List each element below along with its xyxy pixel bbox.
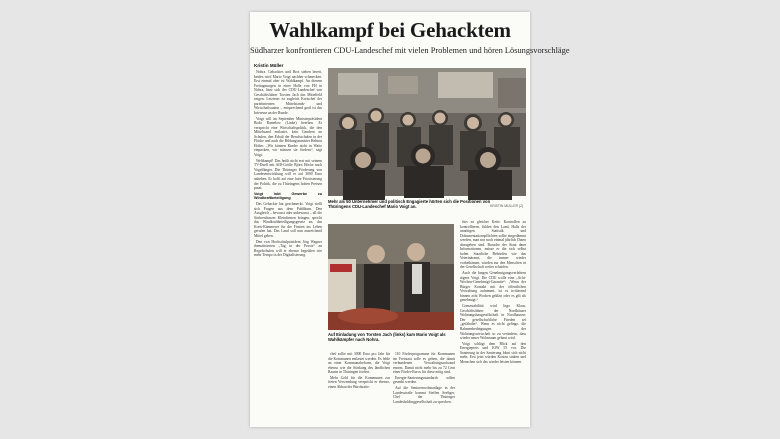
paragraph: Voigt schlägt dem Blick auf den Energiepreis und KfW 55 vor. Die Sanierung in der Sanierung lohnt sich nicht mehr. Erst jetzt würden Kosten sinken und Menschen sich das wieder leisten können. (460, 341, 526, 364)
photo-caption: Mehr als 50 Unternehmer und politisch Engagierte hörten sich die Positionen von Thüringens CDU-Landeschef Mario Voigt an. (328, 199, 491, 209)
paragraph: Weltkampf! Das heißt nicht erst mit seinem TV-Duell mit AfD-Größe Björn Höcke nach Vogelfänger. Die Thüringer Förderung von Landesentwicklung will er auf 3000 Euro anheben. Er hofft auf eine faire Priorisierung der Politik, die zu Thüringens hohen Preisen passt. (254, 158, 322, 191)
paragraph: Voigt will im September Ministerpräsident Bodo Ramelow (Linke) beerben. Er verspricht eine Wirtschaftspolitik, die den Mittelstand entlastet, kein Gendern an Schulen, den Erhalt der Berufsschulen in der Fläche und auch die Bildungsminister Helmut Holter. „Wir können Kinder nicht in Watte einpacken, wir müssen sie fördern“, sagt Voigt. (254, 116, 322, 158)
text-column-3 (393, 352, 455, 424)
text-column-1 (254, 70, 322, 424)
speaker-photo (328, 224, 454, 330)
paragraph: Auf die Seniorenwohnanlage in der Landesstraße kommt Steffen Seeliger, Chef der Thüringer Landesholdinggesellschaft zu sprechen. (393, 386, 455, 404)
article-author: Kristin Müller (254, 63, 284, 68)
newspaper-page (250, 12, 570, 427)
article-subheadline: Südharzer konfrontieren CDU-Landeschef mit vielen Problemen und hören Lösungsvorschläge (250, 46, 570, 55)
paragraph: 110 Förderprogramme für Kommunen im Freistaat solle es geben, die damit verbundenen Verwaltungsaufwand enorm. Damit nicht mehr bis zu 72 Cent einer Förder-Euros für diese nötig sind. (393, 352, 455, 375)
paragraph: Auch die langen Genehmigungsverfahren ärgern Voigt. Die CDU wolle eine „Acht-Wochen-Genehmigt-Garantie“: „Wenn der Bürger Kontakt mit der öffentlichen Verwaltung aufnimmt, ist es irritierend binnen acht Wochen geklärt oder es gilt als genehmigt.“ (460, 271, 526, 303)
paragraph: Energie-Sanierungsstandards sollen gesenkt werden. (393, 375, 455, 385)
paragraph: Das Gehackte hat geschmeckt. Voigt stellt sich Fragen aus dem Publikum. Den Ausgleich – bewusst oder unbewusst – all die Südwestharzer Kleinfirmen bringen, spricht das Windkraftbeteiligungsgesetz an, das Kreis-Kämmerer für die Firmen ins Leben gerufen hat. Das Land soll nun ausreichend Mittel geben. (254, 202, 322, 238)
paragraph: Nohra. Gehacktes und Brot stehen bereit, beides wird Mario Voigt nachher schmecken. Erst einmal aber ist Wahlkampf. An diesem Freitagmorgen in einer Halle von FH in Nohra, lässt sich der CDU-Landeschef von Geschäftsführer Torsten Jach das Mittelfeld zeigen. Letzterer ist zugleich Kreischef der parteiinternen Mittelstands- und Wirtschaftsunion – entsprechend groß ist das Interesse an der Runde. (254, 70, 322, 115)
photo-credit: KRISTIN MÜLLER (2) (490, 204, 524, 208)
paragraph: chef sollte mit 3000 Euro pro Jahr für die Kommunen entlastet werden. Es fehle an einer Kommunalreform, die Voigt ebenso wie die Stärkung des ländlichen Raums in Thüringen fordert. (328, 352, 390, 375)
paragraph: Mehr Geld für die Kommunen zur freien Verwendung verspricht er ebenso, einen Abbau der Bürokratie. (328, 375, 390, 390)
paragraph: fürs zu gleicher Kette. Kontrollen zu kontrollieren, fühlen den Land, Halls der unnötigen Statistik und Dokumentationspflichten sollte eingedämmt werden, man nur noch einmal jährlich Daten abzugeben sind. Brauche der Staat dann Informationen, müsse er die sich selbst holen. Staatliche Behörden wie das Veterinäramt, die immer wieder vorbeikämen, würden zur den Menschen in der Gesellschaft weiter schürfen. (460, 220, 526, 270)
audience-photo (328, 68, 526, 196)
section-subheading: Voigt lobt Gewerbe zu Windkraftbeteiligung (254, 191, 322, 201)
paragraph: Den von Hochschulpräsident Jörg Wagner thematisierten „Tag in der Praxis“ an Regelschulen will er ebenso begrüßen wie mehr Tempo in der Digitalisierung. (254, 239, 322, 258)
article-headline: Wahlkampf bei Gehacktem (269, 18, 511, 42)
photo-caption: Auf Einladung von Torsten Jach (links) kam Mario Voigt als Wahlkämpfer nach Nohra. (328, 332, 446, 342)
text-column-2 (328, 352, 390, 424)
text-column-4 (460, 220, 526, 424)
paragraph: Grenzstabilität wird Ingo Klaus, Geschäftsführer der Nordhäuser Wohnungsbaugesellschaft in Nordhausen: Der gesellschaftliche Frieden sei „gefährdet“. Wenn es nicht gelinge, die Rahmenbedingungen der Wohnungswirtschaft so zu verändern, dass wieder neuer Wohnraum gebaut wird. (460, 304, 526, 341)
